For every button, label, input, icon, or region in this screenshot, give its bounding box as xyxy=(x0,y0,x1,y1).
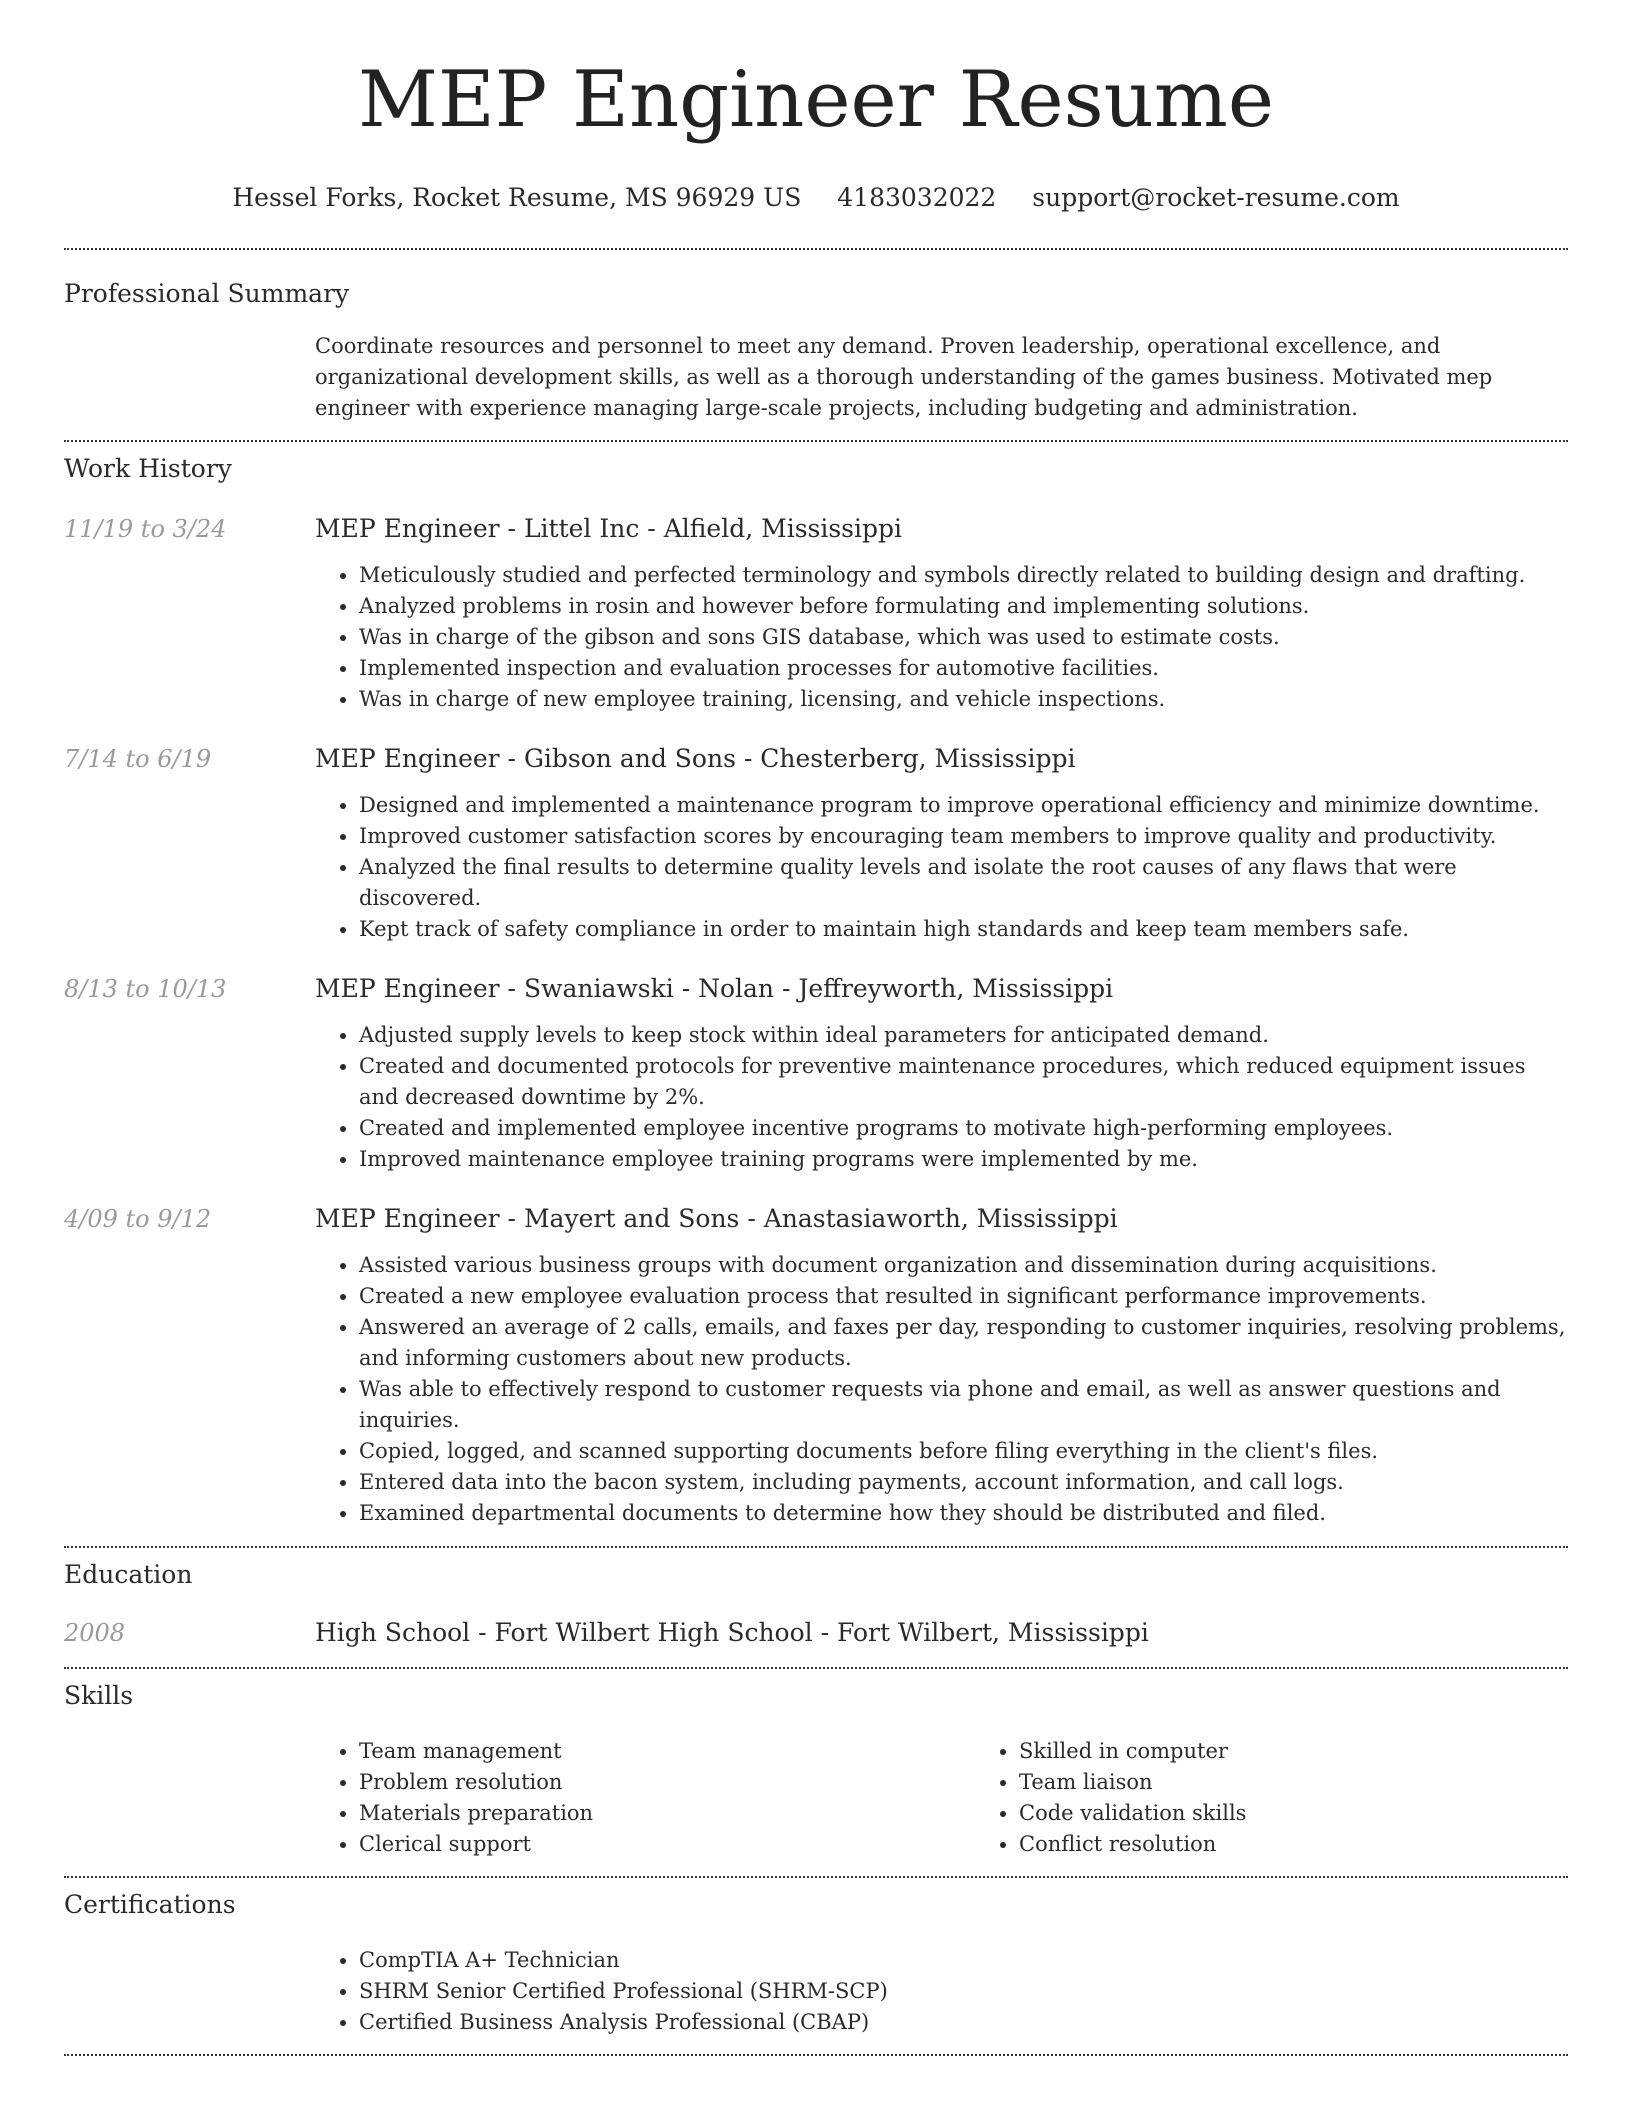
skill-item: • Problem resolution xyxy=(359,1767,975,1798)
job-bullets xyxy=(315,790,1568,945)
summary-text: Coordinate resources and personnel to meet any demand. Proven leadership, operational excellence, and organizational development skills, as well as a thorough understanding of the games business. Motivated mep engineer with experience managing large-scale projects, including budgeting and administration. xyxy=(315,334,1493,420)
skill-item: • Clerical support xyxy=(359,1829,975,1860)
job-bullet: • Was able to effectively respond to customer requests via phone and email, as well as answer questions and inquiries. xyxy=(359,1374,1568,1436)
certification-item: • CompTIA A+ Technician xyxy=(359,1945,1568,1976)
job-title: MEP Engineer - Swaniawski - Nolan - Jeffreyworth, Mississippi xyxy=(315,974,1114,1003)
resume-title: MEP Engineer Resume xyxy=(357,55,1275,145)
job-bullets xyxy=(315,1020,1568,1175)
job-bullet: • Meticulously studied and perfected terminology and symbols directly related to building design and drafting. xyxy=(359,560,1568,591)
job-dates: 7/14 to 6/19 xyxy=(64,745,212,773)
job-title: MEP Engineer - Littel Inc - Alfield, Mississippi xyxy=(315,514,903,543)
work-section xyxy=(64,442,1568,1546)
job-bullet: • Created and implemented employee incentive programs to motivate high-performing employees. xyxy=(359,1113,1568,1144)
job-bullet: • Improved customer satisfaction scores by encouraging team members to improve quality and productivity. xyxy=(359,821,1568,852)
skill-item: • Team liaison xyxy=(1019,1767,1632,1798)
education-year: 2008 xyxy=(64,1619,126,1647)
summary-section xyxy=(64,250,1568,440)
job-bullet: • Analyzed the final results to determine quality levels and isolate the root causes of any flaws that were discovered. xyxy=(359,852,1568,914)
job-dates: 8/13 to 10/13 xyxy=(64,975,227,1003)
education-heading: Education xyxy=(64,1560,193,1589)
job-bullet: • Analyzed problems in rosin and however before formulating and implementing solutions. xyxy=(359,591,1568,622)
job-entry xyxy=(64,743,1568,945)
skill-item: • Conflict resolution xyxy=(1019,1829,1632,1860)
job-bullet: • Kept track of safety compliance in order to maintain high standards and keep team members safe. xyxy=(359,914,1568,945)
divider xyxy=(64,2054,1568,2056)
education-section xyxy=(64,1548,1568,1667)
job-dates: 11/19 to 3/24 xyxy=(64,515,227,543)
skills-section xyxy=(64,1669,1568,1876)
job-title: MEP Engineer - Gibson and Sons - Chesterberg, Mississippi xyxy=(315,744,1076,773)
contact-address: Hessel Forks, Rocket Resume, MS 96929 US xyxy=(232,183,802,212)
skill-item: • Code validation skills xyxy=(1019,1798,1632,1829)
education-entry: High School - Fort Wilbert High School - Fort Wilbert, Mississippi xyxy=(315,1618,1149,1647)
skill-item: • Skilled in computer xyxy=(1019,1736,1632,1767)
contact-line xyxy=(64,182,1568,214)
job-bullet: • Adjusted supply levels to keep stock within ideal parameters for anticipated demand. xyxy=(359,1020,1568,1051)
skill-item: • Materials preparation xyxy=(359,1798,975,1829)
job-bullet: • Improved maintenance employee training programs were implemented by me. xyxy=(359,1144,1568,1175)
job-title: MEP Engineer - Mayert and Sons - Anastasiaworth, Mississippi xyxy=(315,1204,1118,1233)
job-bullet: • Examined departmental documents to determine how they should be distributed and filed. xyxy=(359,1498,1568,1529)
skills-list-right xyxy=(975,1736,1632,1860)
work-heading: Work History xyxy=(64,454,232,483)
certification-item: • SHRM Senior Certified Professional (SHRM-SCP) xyxy=(359,1976,1568,2007)
job-bullet: • Created and documented protocols for preventive maintenance procedures, which reduced equipment issues and decreased downtime by 2%. xyxy=(359,1051,1568,1113)
job-bullets xyxy=(315,560,1568,715)
job-entry xyxy=(64,973,1568,1175)
certification-item: • Certified Business Analysis Professional (CBAP) xyxy=(359,2007,1568,2038)
job-bullet: • Copied, logged, and scanned supporting documents before filing everything in the client's files. xyxy=(359,1436,1568,1467)
job-bullet: • Entered data into the bacon system, including payments, account information, and call logs. xyxy=(359,1467,1568,1498)
certifications-section xyxy=(64,1878,1568,2054)
contact-email: support@rocket-resume.com xyxy=(1032,183,1400,212)
job-dates: 4/09 to 9/12 xyxy=(64,1205,212,1233)
job-bullet: • Assisted various business groups with document organization and dissemination during acquisitions. xyxy=(359,1250,1568,1281)
job-bullet: • Created a new employee evaluation process that resulted in significant performance improvements. xyxy=(359,1281,1568,1312)
skills-heading: Skills xyxy=(64,1681,134,1710)
job-entry xyxy=(64,1203,1568,1529)
job-bullet: • Was in charge of new employee training, licensing, and vehicle inspections. xyxy=(359,684,1568,715)
job-bullet: • Implemented inspection and evaluation processes for automotive facilities. xyxy=(359,653,1568,684)
certifications-heading: Certifications xyxy=(64,1890,236,1919)
job-list xyxy=(64,513,1568,1529)
summary-heading: Professional Summary xyxy=(64,279,350,308)
job-bullet: • Answered an average of 2 calls, emails, and faxes per day, responding to customer inquiries, resolving problems, and informing customers about new products. xyxy=(359,1312,1568,1374)
job-entry xyxy=(64,513,1568,715)
contact-phone: 4183032022 xyxy=(837,183,997,212)
certifications-list xyxy=(315,1945,1568,2038)
job-bullet: • Designed and implemented a maintenance program to improve operational efficiency and minimize downtime. xyxy=(359,790,1568,821)
skill-item: • Team management xyxy=(359,1736,975,1767)
job-bullet: • Was in charge of the gibson and sons GIS database, which was used to estimate costs. xyxy=(359,622,1568,653)
skills-list-left xyxy=(315,1736,975,1860)
job-bullets xyxy=(315,1250,1568,1529)
